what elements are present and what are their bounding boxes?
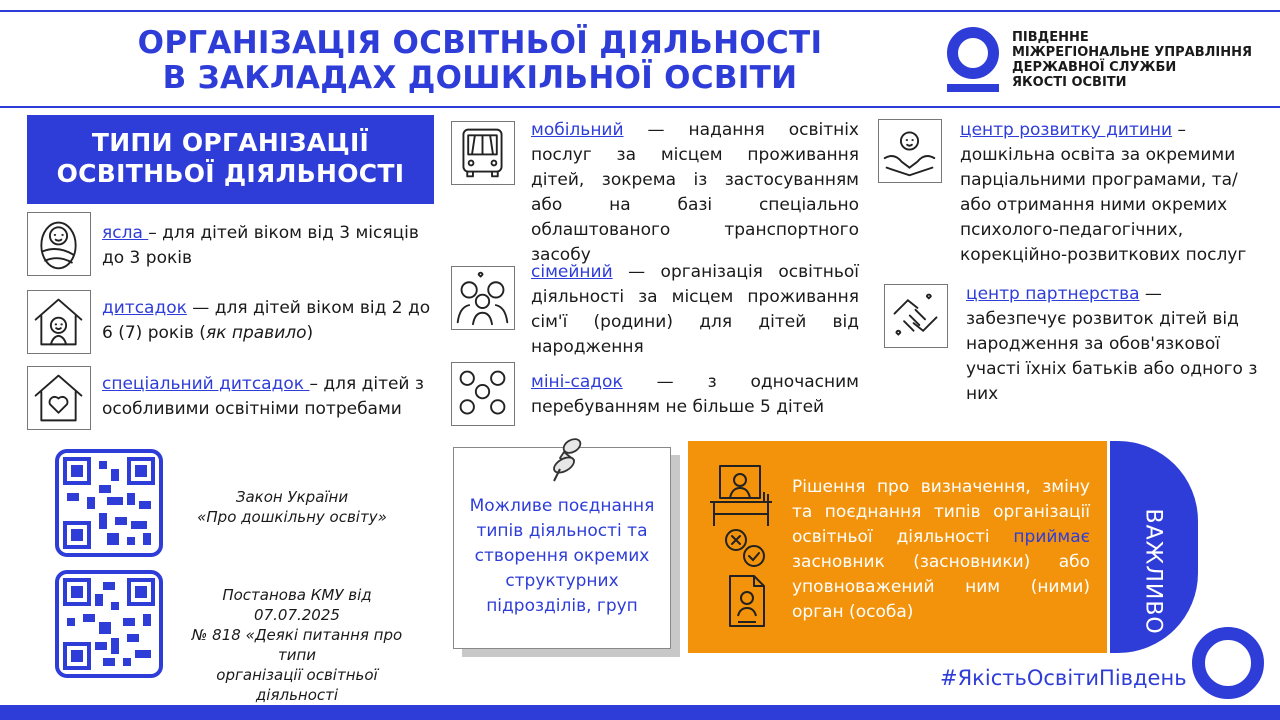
type-dytsadok [102, 296, 432, 346]
important-text-start: Рішення про визначення, зміну та поєднання типів організації освітньої діяльності [792, 477, 1090, 547]
swaddled-baby-icon [27, 212, 91, 276]
important-text [792, 475, 1090, 625]
org-line: ПІВДЕННЕ [1012, 30, 1089, 45]
org-line: МІЖРЕГІОНАЛЬНЕ УПРАВЛІННЯ [1012, 45, 1253, 60]
child-hands-icon [878, 119, 942, 183]
title-line-1: ОРГАНІЗАЦІЯ ОСВІТНЬОЇ ДІЯЛЬНОСТІ [137, 25, 823, 61]
children-group-icon [451, 362, 515, 426]
type-dytsadok-tail: ) [306, 323, 314, 343]
footer-bar [0, 705, 1280, 720]
type-family-desc: — організація освітньої діяльності за місцем проживання сім'ї (родини) для дітей від народження [531, 262, 859, 357]
types-heading-line: ТИПИ ОРГАНІЗАЦІЇ [91, 128, 370, 157]
type-partnership-center [966, 282, 1266, 407]
bus-icon [451, 121, 515, 185]
important-label: ВАЖЛИВО [1140, 508, 1166, 635]
logo-ring-icon [947, 27, 999, 79]
important-text-emphasis: приймає [1013, 527, 1090, 547]
type-mini-sadok-link[interactable]: міні-садок [531, 372, 623, 392]
qr-code-resolution[interactable] [55, 570, 163, 678]
type-family [531, 260, 859, 360]
heart-house-icon [27, 366, 91, 430]
type-partnership-center-link[interactable]: центр партнерства [966, 284, 1140, 304]
type-mini-sadok [531, 370, 859, 420]
type-child-development-center-link[interactable]: центр розвитку дитини [960, 120, 1173, 140]
types-heading-line: ОСВІТНЬОЇ ДІЯЛЬНОСТІ [56, 159, 405, 188]
resolution-line: організації освітньої діяльності [216, 666, 378, 704]
hashtag: #ЯкістьОсвітиПівдень [940, 666, 1187, 690]
child-house-icon [27, 290, 91, 354]
type-mini-sadok-desc: — з одночасним перебуванням не більше 5 дітей [531, 372, 859, 417]
resolution-line: № 818 «Деякі питання про типи [191, 626, 403, 664]
type-dytsadok-note: як правило [205, 323, 307, 343]
type-mobile-desc: — надання освітніх послуг за місцем проживання дітей, зокрема із застосуванням або на базі спеціально облаштованого транспортного засобу [531, 120, 859, 265]
type-child-development-center-desc: – дошкільна освіта за окремими парціальними програмами, та/або отримання ними окремих психолого-педагогічних, корекційно-розвиткових послуг [960, 120, 1247, 265]
ring-icon [1192, 627, 1264, 699]
title-line-2: В ЗАКЛАДАХ ДОШКІЛЬНОЇ ОСВІТИ [162, 60, 798, 96]
document-icon [726, 572, 768, 634]
type-dytsadok-desc: — для дітей віком від 2 до 6 (7) років ( [102, 298, 431, 343]
type-mobile [531, 118, 859, 268]
type-yasla [102, 221, 432, 271]
pushpin-icon [548, 436, 588, 488]
resolution-line: Постанова КМУ від 07.07.2025 [222, 586, 372, 624]
law-reference [186, 487, 398, 527]
org-line: ДЕРЖАВНОЇ СЛУЖБИ [1012, 60, 1177, 75]
important-text-end: засновник (засновники) або уповноважений ним (ними) орган (особа) [792, 552, 1090, 622]
type-mobile-link[interactable]: мобільний [531, 120, 624, 140]
qr-code-law[interactable] [55, 449, 163, 557]
law-line: Закон України [235, 488, 349, 506]
type-yasla-desc: – для дітей віком від 3 місяців до 3 років [102, 223, 419, 268]
type-partnership-center-desc: — забезпечує розвиток дітей від народження за обов'язкової участі їхніх батьків або одного з них [966, 284, 1258, 404]
type-family-link[interactable]: сімейний [531, 262, 613, 282]
cross-check-icon [722, 526, 768, 574]
type-yasla-link[interactable]: ясла [102, 223, 149, 243]
types-heading [27, 115, 434, 204]
logo-bar [947, 84, 999, 92]
organization-name [1012, 30, 1274, 90]
note-text: Можливе поєднання типів діяльності та створення окремих структурних підрозділів, груп [469, 496, 655, 616]
resolution-reference [178, 585, 416, 720]
type-dytsadok-link[interactable]: дитсадок [102, 298, 187, 318]
type-special-dytsadok-link[interactable]: спеціальний дитсадок [102, 374, 310, 394]
header-rule [0, 106, 1280, 108]
type-special-dytsadok [102, 372, 432, 422]
type-special-dytsadok-desc: – для дітей з особливими освітніми потребами [102, 374, 424, 419]
org-line: ЯКОСТІ ОСВІТИ [1012, 75, 1127, 90]
partnership-hands-icon [884, 284, 948, 348]
page-title [120, 26, 840, 96]
top-rule [0, 10, 1280, 12]
teacher-desk-icon [708, 462, 774, 534]
type-child-development-center [960, 118, 1260, 268]
family-icon [451, 266, 515, 330]
law-line: «Про дошкільну освіту» [197, 508, 387, 526]
